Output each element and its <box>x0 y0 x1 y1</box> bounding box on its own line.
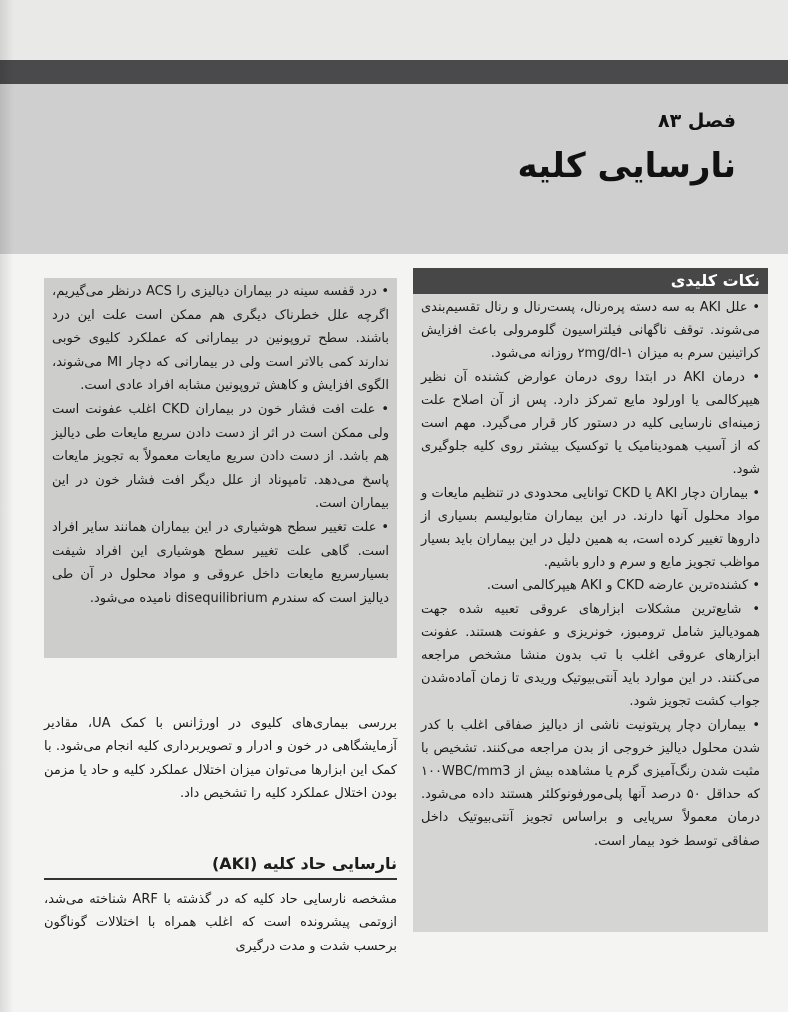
key-point-item: • شایع‌ترین مشکلات ابزارهای عروقی تعبیه شده جهت همودیالیز شامل ترومبوز، خونریزی و عفونت هستند. عفونت ابزارهای عروقی اغلب با تب بدون منشا مشخص مراجعه می‌کنند. در این موارد باید آنتی‌بیوتیک وریدی تا زمان آماده‌شدن جواب کشت تجویز شود. <box>421 601 760 710</box>
page-binding-shadow <box>0 0 14 1012</box>
intro-paragraph: بررسی بیماری‌های کلیوی در اورژانس با کمک UA، مقادیر آزمایشگاهی در خون و ادرار و تصویربرداری کلیه انجام می‌شود. با کمک این ابزارها می‌توان میزان اختلال عملکرد کلیه و حاد یا مزمن بودن اختلال عملکرد کلیه را تشخیص داد. <box>44 716 397 802</box>
key-point-item: • درمان AKI در ابتدا روی درمان عوارض کشنده آن نظیر هیپرکالمی یا اورلود مایع تمرکز دارد. پس از آن اصلاح علت زمینه‌ای نارسایی کلیه در دستور کار قرار می‌گیرد. مهم است که از آسیب همودینامیک یا توکسیک بیشتر روی کلیه جلوگیری شود. <box>421 369 760 478</box>
chapter-top-band <box>0 60 788 84</box>
section-paragraph: مشخصه نارسایی حاد کلیه که در گذشته با ARF شناخته می‌شد، ازوتمی پیشرونده است که اغلب همراه با اختلالات گوناگون برحسب شدت و مدت درگیری <box>44 892 397 954</box>
key-point-item: • کشنده‌ترین عارضه CKD و AKI هیپرکالمی است. <box>486 578 760 594</box>
chapter-title: نارسایی کلیه <box>517 146 736 186</box>
key-point-item: • علل AKI به سه دسته پره‌رنال، پست‌رنال و رنال تقسیم‌بندی می‌شوند. توقف ناگهانی فیلتراسیون گلومرولی باعث افزایش کراتینین سرم به میزان ۱-۲mg/dl روزانه می‌شود. <box>421 300 760 362</box>
section-heading: نارسایی حاد کلیه (AKI) <box>44 854 397 880</box>
note-item: • درد قفسه سینه در بیماران دیالیزی را ACS درنظر می‌گیریم، اگرچه علل خطرناک دیگری هم ممکن است علت این درد باشند. سطح تروپونین در بیمارانی که عملکرد کلیوی خوبی ندارند کمی بالاتر است ولی در بیمارانی که دچار MI می‌شوند، الگوی افزایش و کاهش تروپونین مشابه افراد عادی است. <box>52 284 389 394</box>
chapter-number: فصل ۸۳ <box>658 110 736 132</box>
left-notes-list <box>44 278 397 610</box>
key-point-item: • بیماران دچار پریتونیت ناشی از دیالیز صفاقی اغلب با کدر شدن محلول دیالیز خروجی از بدن مراجعه می‌کنند. تشخیص با مثبت شدن رنگ‌آمیزی گرم یا مشاهده بیش از ۱۰۰WBC/mm3 که حداقل ۵۰ درصد آنها پلی‌مورفونوکلئر هستند داده می‌شود. درمان معمولاً سرپایی و براساس تجویز آنتی‌بیوتیک داخل صفاقی توسط خود بیمار است. <box>421 717 760 849</box>
key-point-item: • بیماران دچار AKI یا CKD توانایی محدودی در تنظیم مایعات و مواد محلول آنها دارند. در این بیماران متابولیسم بسیاری از داروها تغییر کرده است، به همین دلیل در این بیماران باید بسیار مواظب تجویز مایع و سرم و دارو باشیم. <box>421 485 760 571</box>
key-points-header: نکات کلیدی <box>413 268 768 294</box>
page-top-margin <box>0 0 788 60</box>
key-points-box <box>413 268 768 932</box>
left-notes-box <box>44 278 397 658</box>
note-item: • علت افت فشار خون در بیماران CKD اغلب عفونت است ولی ممکن است در اثر از دست دادن سریع مایعات طی دیالیز هم باشد. از دست دادن سریع مایعات معمولاً به تجویز مایعات پاسخ می‌دهد. تامپوناد از علل دیگر افت فشار خون در این بیماران است. <box>52 401 389 512</box>
key-points-list <box>413 294 768 853</box>
note-item: • علت تغییر سطح هوشیاری در این بیماران همانند سایر افراد است. گاهی علت تغییر سطح هوشیاری این افراد شیفت بسیارسریع مایعات داخل عروقی و مواد محلول در آن طی دیالیز است که سندرم disequilibrium نامیده می‌شود. <box>52 519 389 606</box>
